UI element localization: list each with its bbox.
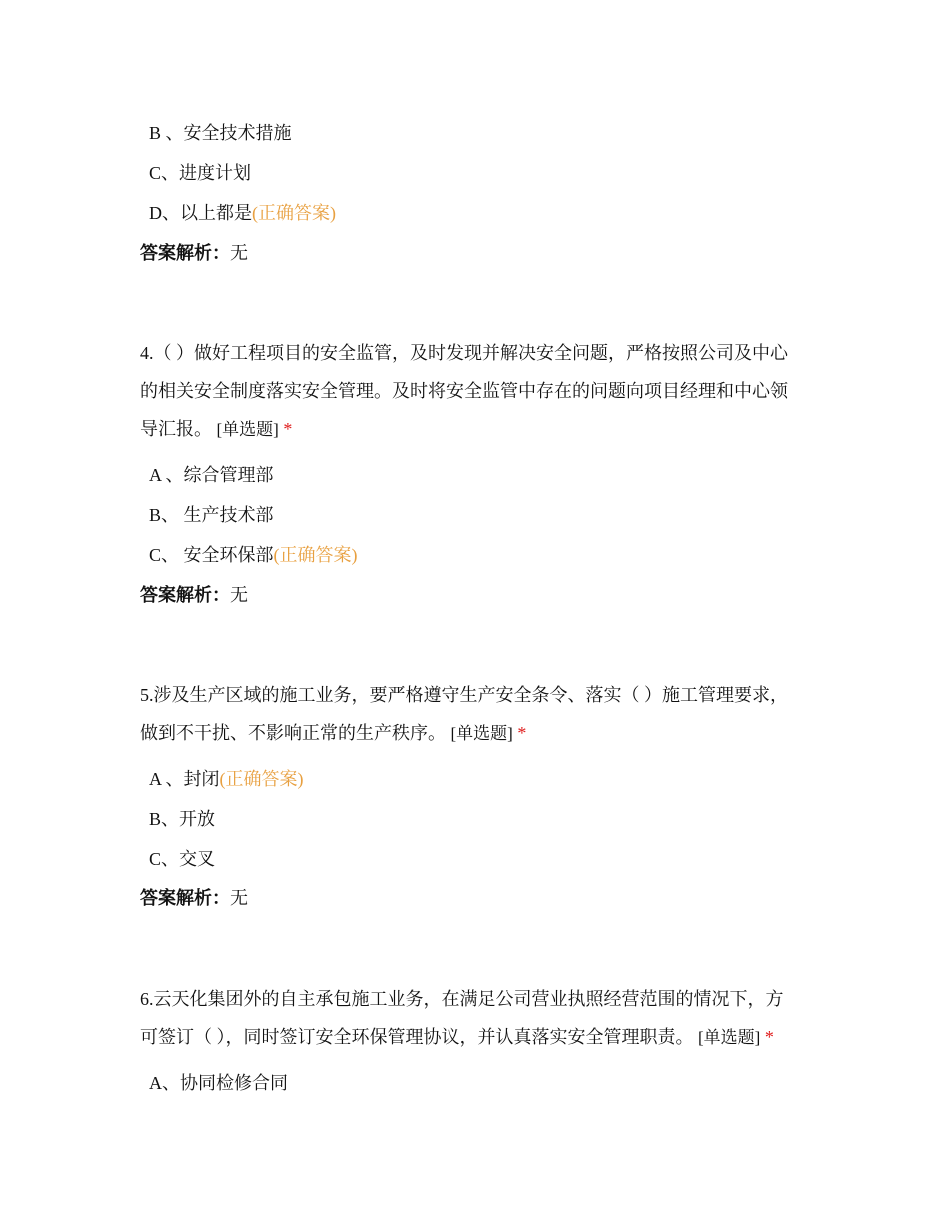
q4-line-1: 4.（ ）做好工程项目的安全监管，及时发现并解决安全问题，严格按照公司及中心 <box>140 343 788 363</box>
q5-required-mark: * <box>517 723 527 743</box>
q6-option-a-text: A、协同检修合同 <box>149 1073 288 1093</box>
q4-analysis-label: 答案解析： <box>140 585 230 605</box>
q4-line-3-text: 导汇报。 <box>140 419 212 439</box>
q6-line-2 <box>140 1025 820 1063</box>
q3-option-b <box>149 121 292 145</box>
q5-option-a-text: A 、封闭 <box>149 769 220 789</box>
q5-analysis-value: 无 <box>230 888 248 908</box>
q5-line-1: 5.涉及生产区域的施工业务，要严格遵守生产安全条令、落实（ ）施工管理要求， <box>140 685 788 705</box>
q4-line-2: 的相关安全制度落实安全管理。及时将安全监管中存在的问题向项目经理和中心领 <box>140 381 788 401</box>
q4-analysis <box>140 583 248 607</box>
q6-line-1: 6.云天化集团外的自主承包施工业务，在满足公司营业执照经营范围的情况下，方 <box>140 989 784 1009</box>
q4-option-b <box>149 503 274 527</box>
q6-line-2-text: 可签订（ ），同时签订安全环保管理协议，并认真落实安全管理职责。 <box>140 1027 694 1047</box>
q4-option-a-text: A 、综合管理部 <box>149 465 274 485</box>
q5-option-a-correct-mark: (正确答案) <box>219 769 304 789</box>
q5-option-b-text: B、开放 <box>149 809 216 829</box>
q5-option-a <box>149 767 304 791</box>
q3-analysis <box>140 241 248 265</box>
q4-option-a <box>149 463 274 487</box>
q5-analysis <box>140 886 248 910</box>
q5-line-2-text: 做到不干扰、不影响正常的生产秩序。 <box>140 723 446 743</box>
q4-required-mark: * <box>283 419 293 439</box>
q4-question-type: [单选题] <box>216 420 279 439</box>
q5-question <box>140 683 820 759</box>
q6-option-a <box>149 1071 288 1095</box>
q3-option-b-text: B 、安全技术措施 <box>149 123 292 143</box>
q3-option-c <box>149 161 251 185</box>
q5-option-b <box>149 807 215 831</box>
q5-line-2 <box>140 721 820 759</box>
q3-option-d <box>149 201 336 225</box>
q4-option-c <box>149 543 358 567</box>
q4-option-b-text: B、 生产技术部 <box>149 505 274 525</box>
q4-analysis-value: 无 <box>230 585 248 605</box>
q3-analysis-value: 无 <box>230 243 248 263</box>
q4-option-c-correct-mark: (正确答案) <box>273 545 358 565</box>
q3-analysis-label: 答案解析： <box>140 243 230 263</box>
q5-question-type: [单选题] <box>450 724 513 743</box>
q4-option-c-text: C、 安全环保部 <box>149 545 274 565</box>
q3-option-c-text: C、进度计划 <box>149 163 252 183</box>
q3-option-d-correct-mark: (正确答案) <box>252 203 336 223</box>
q4-question <box>140 341 820 455</box>
q6-question-type: [单选题] <box>698 1028 761 1047</box>
q5-analysis-label: 答案解析： <box>140 888 230 908</box>
q5-option-c <box>149 847 215 871</box>
q4-line-3 <box>140 417 820 455</box>
q6-question <box>140 987 820 1063</box>
q6-required-mark: * <box>764 1027 774 1047</box>
q3-option-d-text: D、以上都是 <box>149 203 252 223</box>
q5-option-c-text: C、交叉 <box>149 849 216 869</box>
